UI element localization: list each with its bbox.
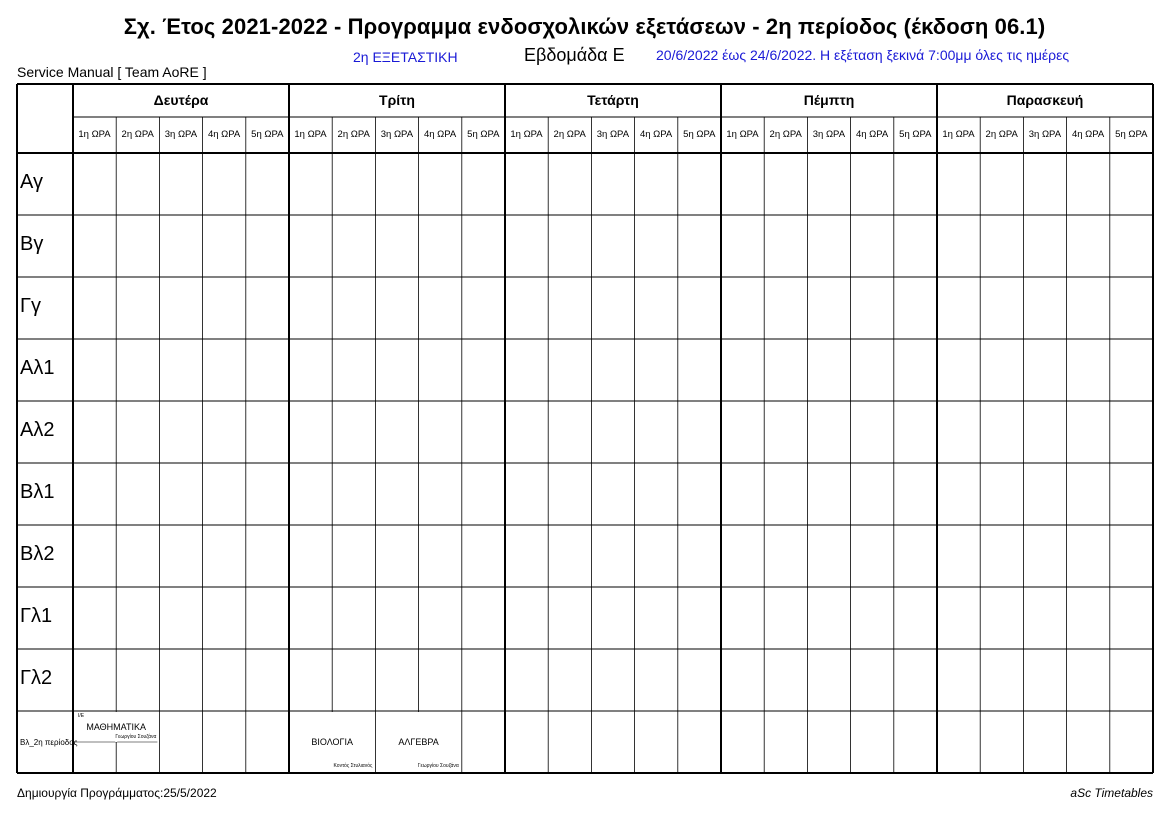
period-header: 2η ΩΡΑ xyxy=(553,129,586,140)
page-title: Σχ. Έτος 2021-2022 - Προγραμμα ενδοσχολικών εξετάσεων - 2η περίοδος (έκδοση 06.1) xyxy=(123,14,1046,39)
period-header: 2η ΩΡΑ xyxy=(337,129,370,140)
period-header: 4η ΩΡΑ xyxy=(855,129,889,140)
row-label: Αλ2 xyxy=(20,419,55,441)
row-label: Αγ xyxy=(20,171,43,193)
period-header: 4η ΩΡΑ xyxy=(639,129,673,140)
row-label: Βλ1 xyxy=(20,481,55,503)
exam-entry-teacher: Γεωργίου Σουζάνα xyxy=(115,734,157,740)
last-row-label: Βλ_2η περίοδος xyxy=(20,738,78,747)
day-header: Παρασκευή xyxy=(1006,92,1084,108)
week-label: Εβδομάδα Ε xyxy=(524,45,625,65)
creation-date: Δημιουργία Προγράμματος:25/5/2022 xyxy=(17,786,217,800)
exam-entry-subject: ΑΛΓΕΒΡΑ xyxy=(398,737,439,747)
period-header: 4η ΩΡΑ xyxy=(1071,129,1105,140)
exam-period-label: 2η ΕΞΕΤΑΣΤΙΚΗ xyxy=(353,49,458,65)
period-header: 3η ΩΡΑ xyxy=(164,129,198,140)
period-header: 1η ΩΡΑ xyxy=(942,129,975,140)
period-header: 5η ΩΡΑ xyxy=(683,129,716,140)
period-header: 3η ΩΡΑ xyxy=(596,129,630,140)
row-label: Γγ xyxy=(20,295,42,317)
software-credit: aSc Timetables xyxy=(1070,786,1153,800)
period-header: 5η ΩΡΑ xyxy=(1115,129,1148,140)
exam-dates-label: 20/6/2022 έως 24/6/2022. Η εξέταση ξεκινά 7:00μμ όλες τις ημέρες xyxy=(656,47,1070,63)
service-manual-label: Service Manual [ Team AoRE ] xyxy=(17,64,207,80)
row-label: Αλ1 xyxy=(20,357,55,379)
period-header: 1η ΩΡΑ xyxy=(294,129,327,140)
period-header: 3η ΩΡΑ xyxy=(1028,129,1062,140)
period-header: 4η ΩΡΑ xyxy=(207,129,241,140)
row-label: Βλ2 xyxy=(20,543,55,565)
exam-entry-subject: ΜΑΘΗΜΑΤΙΚΑ xyxy=(86,722,147,732)
period-header: 5η ΩΡΑ xyxy=(899,129,932,140)
period-header: 4η ΩΡΑ xyxy=(423,129,457,140)
period-header: 3η ΩΡΑ xyxy=(812,129,846,140)
period-header: 1η ΩΡΑ xyxy=(726,129,759,140)
period-header: 1η ΩΡΑ xyxy=(510,129,543,140)
day-header: Δευτέρα xyxy=(153,92,209,108)
exam-entry-subject: ΒΙΟΛΟΓΙΑ xyxy=(311,737,353,747)
period-header: 1η ΩΡΑ xyxy=(78,129,111,140)
period-header: 2η ΩΡΑ xyxy=(769,129,802,140)
period-header: 3η ΩΡΑ xyxy=(380,129,414,140)
row-label: Βγ xyxy=(20,233,44,255)
period-header: 5η ΩΡΑ xyxy=(467,129,500,140)
row-label: Γλ1 xyxy=(20,605,53,627)
exam-entry-teacher: Γεωργίου Σουζάνα xyxy=(417,763,459,769)
day-header: Τρίτη xyxy=(379,92,415,108)
period-header: 2η ΩΡΑ xyxy=(121,129,154,140)
period-header: 2η ΩΡΑ xyxy=(985,129,1018,140)
day-header: Τετάρτη xyxy=(587,92,639,108)
exam-entry-teacher: Κοντός Στυλιανός xyxy=(333,763,373,769)
day-header: Πέμπτη xyxy=(803,92,855,108)
period-header: 5η ΩΡΑ xyxy=(251,129,284,140)
entry-code: Ι/Ε xyxy=(78,713,85,719)
row-label: Γλ2 xyxy=(20,667,53,689)
